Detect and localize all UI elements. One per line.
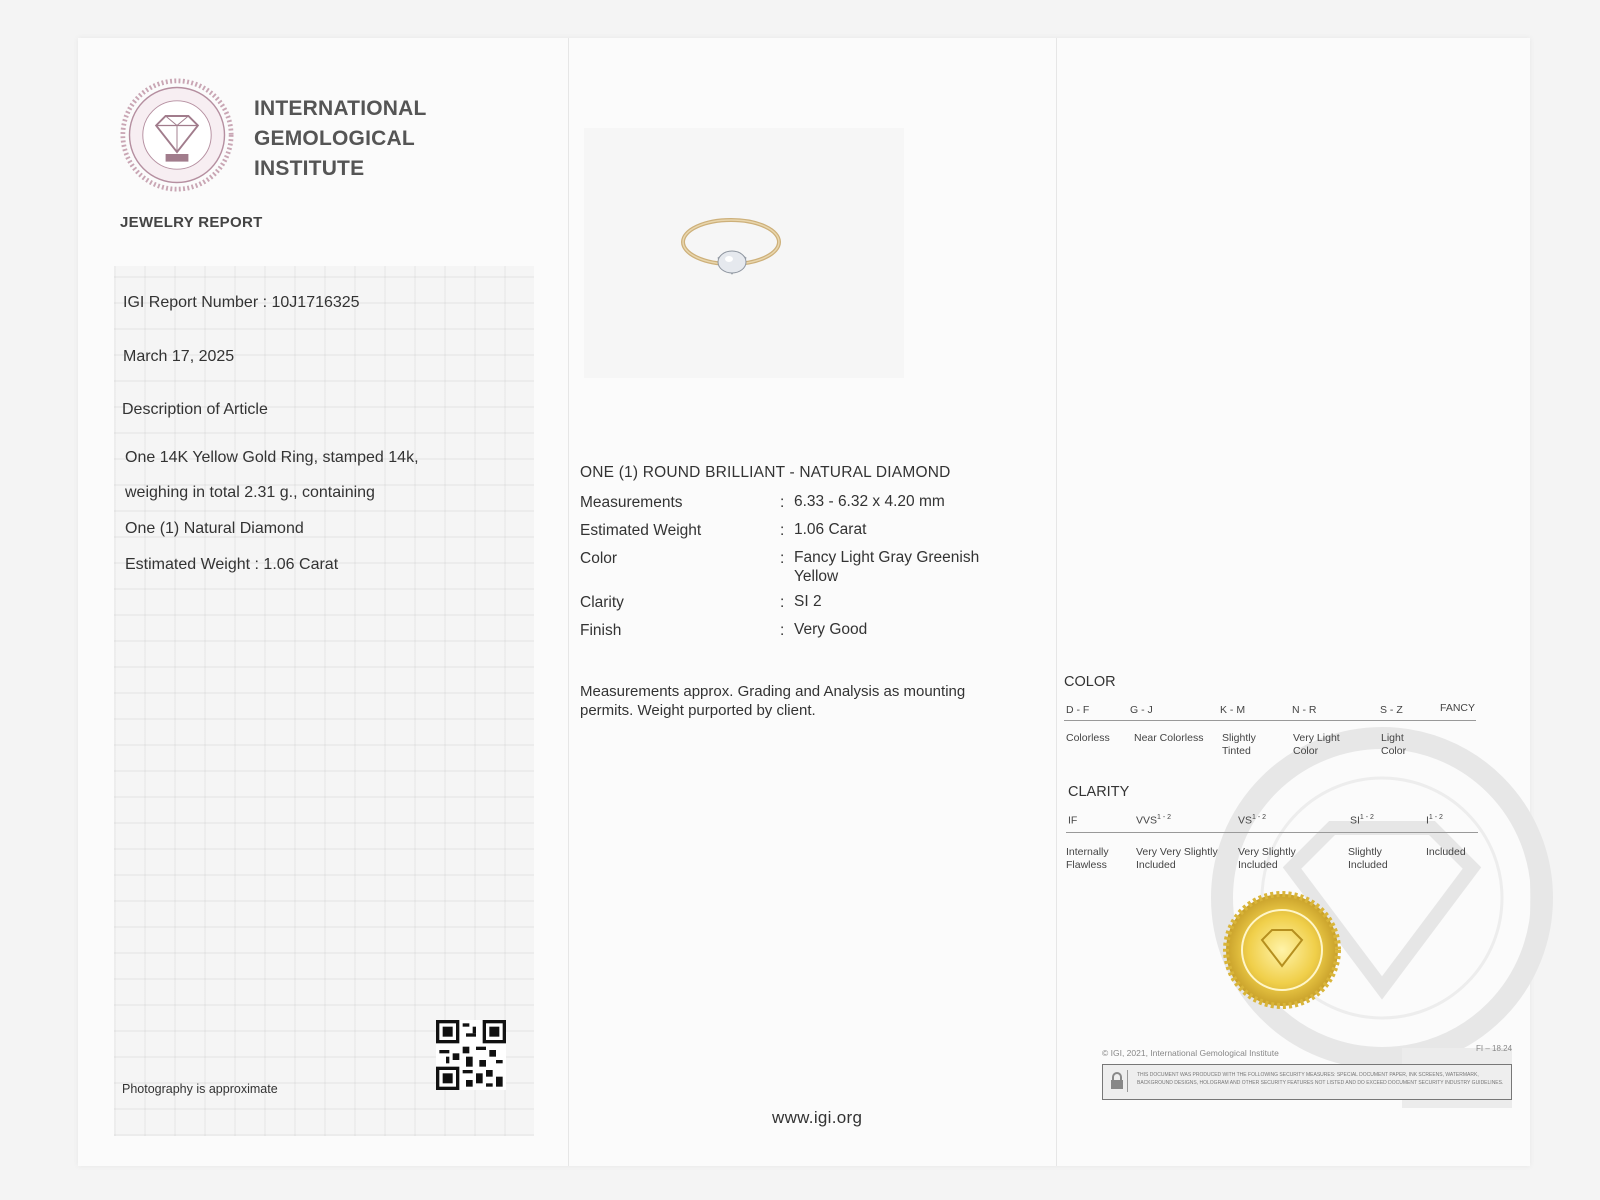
lock-icon bbox=[1107, 1070, 1128, 1092]
right-panel bbox=[1056, 38, 1530, 1166]
ring-image bbox=[676, 206, 786, 306]
colon: : bbox=[780, 550, 785, 567]
clarity-grade-sup: 1 - 2 bbox=[1359, 814, 1374, 821]
color-desc: Slightly Tinted bbox=[1222, 732, 1256, 757]
color-grade: N - R bbox=[1292, 704, 1317, 716]
clarity-grade bbox=[1068, 814, 1077, 827]
clarity-desc: Internally Flawless bbox=[1066, 846, 1109, 871]
clarity-grade bbox=[1350, 814, 1374, 827]
finish-value: Very Good bbox=[794, 621, 868, 638]
color-desc: Light Color bbox=[1381, 732, 1407, 757]
qr-code bbox=[436, 1020, 506, 1090]
clarity-scale-title: CLARITY bbox=[1068, 784, 1130, 800]
color-value: Fancy Light Gray Greenish Yellow bbox=[794, 549, 980, 585]
color-grade: FANCY bbox=[1440, 702, 1476, 714]
clarity-desc: Very Very Slightly Included bbox=[1136, 846, 1218, 871]
color-label: Color bbox=[580, 550, 618, 567]
copyright: © IGI, 2021, International Gemological Institute bbox=[1102, 1048, 1279, 1058]
color-scale-line bbox=[1064, 720, 1476, 721]
description-line: One (1) Natural Diamond bbox=[125, 520, 304, 537]
security-text: THIS DOCUMENT WAS PRODUCED WITH THE FOLLOWING SECURITY MEASURES: SPECIAL DOCUMENT PAPER, INK SCREENS, WATERMARK, BACKGROUND DESIGNS, HOLOGRAM AND OTHER SECURITY FEATURES NOT LISTED AND DO EXCEED DOCUMENT SECURITY INDUSTRY GUIDELINES. bbox=[1137, 1072, 1504, 1086]
clarity-grade bbox=[1238, 814, 1266, 827]
color-desc: Near Colorless bbox=[1134, 732, 1204, 744]
report-type: JEWELRY REPORT bbox=[120, 214, 263, 231]
color-grade: K - M bbox=[1220, 704, 1246, 716]
description-line: Estimated Weight : 1.06 Carat bbox=[125, 556, 339, 573]
clarity-desc: Slightly Included bbox=[1348, 846, 1388, 871]
igi-seal-logo bbox=[120, 78, 234, 192]
clarity-scale-line bbox=[1066, 832, 1478, 833]
clarity-desc: Included bbox=[1426, 846, 1466, 858]
colon: : bbox=[780, 622, 785, 639]
org-name bbox=[254, 94, 427, 184]
left-panel bbox=[78, 38, 568, 1166]
report-date: March 17, 2025 bbox=[123, 348, 235, 365]
description-line: weighing in total 2.31 g., containing bbox=[125, 484, 375, 501]
middle-panel bbox=[568, 38, 1056, 1166]
website-link[interactable]: www.igi.org bbox=[772, 1108, 863, 1127]
description-line: One 14K Yellow Gold Ring, stamped 14k, bbox=[125, 449, 419, 466]
clarity-grade-sup: 1 - 2 bbox=[1428, 814, 1443, 821]
org-name-line: GEMOLOGICAL bbox=[254, 127, 415, 150]
color-grade: D - F bbox=[1066, 704, 1090, 716]
security-notice bbox=[1102, 1064, 1512, 1100]
color-desc: Very Light Color bbox=[1293, 732, 1340, 757]
clarity-grade bbox=[1426, 814, 1443, 827]
color-grade: G - J bbox=[1130, 704, 1153, 716]
weight-value: 1.06 Carat bbox=[794, 521, 867, 538]
clarity-grade-base: VS bbox=[1238, 814, 1253, 827]
form-number: FI – 18.24 bbox=[1476, 1044, 1513, 1053]
measurements-label: Measurements bbox=[580, 494, 683, 511]
security-watermark bbox=[114, 266, 534, 1136]
hologram-seal bbox=[1222, 890, 1342, 1010]
clarity-grade-base: I bbox=[1426, 814, 1429, 827]
clarity-grade-sup: 1 - 2 bbox=[1252, 814, 1267, 821]
clarity-grade bbox=[1136, 814, 1171, 827]
section-title: ONE (1) ROUND BRILLIANT - NATURAL DIAMOND bbox=[580, 464, 951, 481]
measurements-value: 6.33 - 6.32 x 4.20 mm bbox=[794, 493, 945, 510]
color-desc: Colorless bbox=[1066, 732, 1110, 744]
weight-label: Estimated Weight bbox=[580, 522, 702, 539]
clarity-grade-base: VVS bbox=[1136, 814, 1158, 827]
clarity-label: Clarity bbox=[580, 594, 624, 611]
org-name-line: INSTITUTE bbox=[254, 157, 365, 180]
clarity-grade-base: IF bbox=[1068, 814, 1078, 827]
description-heading: Description of Article bbox=[122, 401, 268, 418]
photography-note: Photography is approximate bbox=[122, 1082, 278, 1096]
clarity-value: SI 2 bbox=[794, 593, 822, 610]
colon: : bbox=[780, 594, 785, 611]
colon: : bbox=[780, 494, 785, 511]
color-scale-title: COLOR bbox=[1064, 674, 1116, 690]
clarity-grade-sup: 1 - 2 bbox=[1157, 814, 1172, 821]
clarity-desc: Very Slightly Included bbox=[1238, 846, 1296, 871]
colon: : bbox=[780, 522, 785, 539]
report-number: IGI Report Number : 10J1716325 bbox=[123, 294, 360, 311]
comments: Measurements approx. Grading and Analysis as mounting permits. Weight purported by client. bbox=[580, 683, 966, 719]
finish-label: Finish bbox=[580, 622, 622, 639]
org-name-line: INTERNATIONAL bbox=[254, 97, 427, 120]
color-grade: S - Z bbox=[1380, 704, 1403, 716]
clarity-grade-base: SI bbox=[1350, 814, 1360, 827]
